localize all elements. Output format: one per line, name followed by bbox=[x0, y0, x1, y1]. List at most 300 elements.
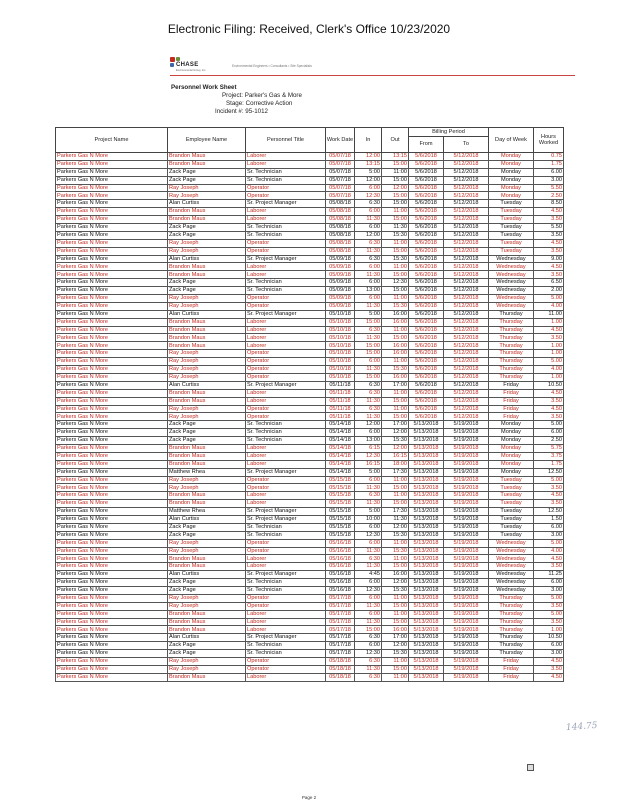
cell-hours: 6.00 bbox=[534, 523, 564, 531]
cell-to: 5/12/2018 bbox=[444, 295, 489, 303]
cell-project: Parkers Gas N More bbox=[56, 153, 168, 161]
cell-project: Parkers Gas N More bbox=[56, 665, 168, 673]
cell-day: Tuesday bbox=[489, 200, 534, 208]
cell-work-date: 05/07/18 bbox=[326, 160, 355, 168]
cell-from: 5/6/2018 bbox=[409, 334, 444, 342]
cell-out: 11:00 bbox=[382, 658, 409, 666]
cell-title: Operator bbox=[246, 295, 326, 303]
cell-day: Thursday bbox=[489, 358, 534, 366]
cell-hours: 11.00 bbox=[534, 310, 564, 318]
sheet-title: Personnel Work Sheet bbox=[171, 84, 237, 91]
cell-in: 12:00 bbox=[355, 176, 382, 184]
cell-from: 5/6/2018 bbox=[409, 160, 444, 168]
cell-to: 5/12/2018 bbox=[444, 389, 489, 397]
table-row bbox=[56, 515, 564, 523]
cell-to: 5/12/2018 bbox=[444, 302, 489, 310]
cell-in: 11:30 bbox=[355, 366, 382, 374]
cell-title: Laborer bbox=[246, 208, 326, 216]
cell-day: Tuesday bbox=[489, 247, 534, 255]
cell-in: 5:00 bbox=[355, 168, 382, 176]
cell-day: Monday bbox=[489, 421, 534, 429]
cell-employee: Ray Joseph bbox=[168, 405, 246, 413]
cell-project: Parkers Gas N More bbox=[56, 358, 168, 366]
cell-in: 11:30 bbox=[355, 665, 382, 673]
table-row bbox=[56, 224, 564, 232]
cell-out: 15:30 bbox=[382, 547, 409, 555]
cell-work-date: 05/18/18 bbox=[326, 665, 355, 673]
cell-hours: 0.75 bbox=[534, 153, 564, 161]
cell-work-date: 05/09/18 bbox=[326, 302, 355, 310]
cell-day: Tuesday bbox=[489, 484, 534, 492]
cell-day: Thursday bbox=[489, 326, 534, 334]
cell-employee: Zack Page bbox=[168, 279, 246, 287]
cell-hours: 1.00 bbox=[534, 342, 564, 350]
cell-title: Laborer bbox=[246, 492, 326, 500]
cell-work-date: 05/08/18 bbox=[326, 231, 355, 239]
cell-day: Thursday bbox=[489, 310, 534, 318]
cell-in: 11:30 bbox=[355, 271, 382, 279]
cell-employee: Alan Curtiss bbox=[168, 515, 246, 523]
cell-employee: Zack Page bbox=[168, 437, 246, 445]
cell-work-date: 05/10/18 bbox=[326, 318, 355, 326]
cell-employee: Ray Joseph bbox=[168, 665, 246, 673]
cell-title: Sr. Project Manager bbox=[246, 634, 326, 642]
cell-in: 11:30 bbox=[355, 563, 382, 571]
table-row bbox=[56, 626, 564, 634]
cell-work-date: 05/10/18 bbox=[326, 366, 355, 374]
cell-out: 15:00 bbox=[382, 200, 409, 208]
cell-out: 16:00 bbox=[382, 571, 409, 579]
cell-out: 12:30 bbox=[382, 279, 409, 287]
cell-from: 5/13/2018 bbox=[409, 539, 444, 547]
cell-work-date: 05/16/18 bbox=[326, 563, 355, 571]
table-row bbox=[56, 334, 564, 342]
cell-day: Tuesday bbox=[489, 239, 534, 247]
cell-out: 18:00 bbox=[382, 460, 409, 468]
cell-day: Friday bbox=[489, 389, 534, 397]
cell-title: Laborer bbox=[246, 263, 326, 271]
cell-title: Laborer bbox=[246, 389, 326, 397]
cell-hours: 5.00 bbox=[534, 421, 564, 429]
cell-project: Parkers Gas N More bbox=[56, 302, 168, 310]
cell-employee: Ray Joseph bbox=[168, 358, 246, 366]
cell-day: Monday bbox=[489, 168, 534, 176]
cell-hours: 1.50 bbox=[534, 515, 564, 523]
cell-out: 11:00 bbox=[382, 358, 409, 366]
cell-to: 5/19/2018 bbox=[444, 594, 489, 602]
cell-work-date: 05/17/18 bbox=[326, 618, 355, 626]
cell-project: Parkers Gas N More bbox=[56, 571, 168, 579]
cell-employee: Brandon Maus bbox=[168, 610, 246, 618]
cell-from: 5/6/2018 bbox=[409, 247, 444, 255]
cell-from: 5/6/2018 bbox=[409, 389, 444, 397]
cell-project: Parkers Gas N More bbox=[56, 208, 168, 216]
cell-employee: Ray Joseph bbox=[168, 602, 246, 610]
cell-project: Parkers Gas N More bbox=[56, 586, 168, 594]
table-row bbox=[56, 547, 564, 555]
cell-work-date: 05/08/18 bbox=[326, 200, 355, 208]
cell-project: Parkers Gas N More bbox=[56, 460, 168, 468]
col-header-hours: Hours Worked bbox=[534, 128, 564, 153]
cell-to: 5/19/2018 bbox=[444, 484, 489, 492]
cell-work-date: 05/08/18 bbox=[326, 239, 355, 247]
cell-hours: 4.50 bbox=[534, 208, 564, 216]
table-row bbox=[56, 247, 564, 255]
cell-work-date: 05/16/18 bbox=[326, 579, 355, 587]
cell-hours: 3.00 bbox=[534, 586, 564, 594]
cell-project: Parkers Gas N More bbox=[56, 168, 168, 176]
cell-out: 15:00 bbox=[382, 160, 409, 168]
cell-day: Tuesday bbox=[489, 208, 534, 216]
cell-to: 5/12/2018 bbox=[444, 381, 489, 389]
cell-in: 11:30 bbox=[355, 302, 382, 310]
table-row bbox=[56, 500, 564, 508]
table-body bbox=[56, 153, 564, 682]
cell-employee: Brandon Maus bbox=[168, 492, 246, 500]
cell-out: 15:00 bbox=[382, 247, 409, 255]
cell-work-date: 05/16/18 bbox=[326, 539, 355, 547]
cell-project: Parkers Gas N More bbox=[56, 618, 168, 626]
cell-project: Parkers Gas N More bbox=[56, 523, 168, 531]
cell-in: 6:30 bbox=[355, 492, 382, 500]
cell-in: 12:00 bbox=[355, 231, 382, 239]
cell-hours: 6.00 bbox=[534, 168, 564, 176]
col-header-work-date: Work Date bbox=[326, 128, 355, 153]
cell-title: Laborer bbox=[246, 397, 326, 405]
cell-from: 5/13/2018 bbox=[409, 444, 444, 452]
cell-from: 5/6/2018 bbox=[409, 326, 444, 334]
cell-work-date: 05/09/18 bbox=[326, 255, 355, 263]
cell-hours: 6.00 bbox=[534, 429, 564, 437]
cell-out: 12:00 bbox=[382, 429, 409, 437]
cell-in: 6:00 bbox=[355, 594, 382, 602]
cell-title: Operator bbox=[246, 358, 326, 366]
cell-to: 5/12/2018 bbox=[444, 373, 489, 381]
cell-day: Monday bbox=[489, 176, 534, 184]
cell-day: Thursday bbox=[489, 626, 534, 634]
cell-to: 5/19/2018 bbox=[444, 476, 489, 484]
cell-from: 5/13/2018 bbox=[409, 642, 444, 650]
cell-to: 5/19/2018 bbox=[444, 555, 489, 563]
cell-in: 6:30 bbox=[355, 389, 382, 397]
cell-day: Wednesday bbox=[489, 255, 534, 263]
cell-hours: 2.50 bbox=[534, 437, 564, 445]
cell-day: Wednesday bbox=[489, 586, 534, 594]
cell-hours: 4.50 bbox=[534, 263, 564, 271]
logo-name: CHASE bbox=[176, 62, 199, 68]
cell-work-date: 05/07/18 bbox=[326, 184, 355, 192]
cell-work-date: 05/17/18 bbox=[326, 610, 355, 618]
cell-title: Operator bbox=[246, 658, 326, 666]
table-row bbox=[56, 231, 564, 239]
cell-from: 5/6/2018 bbox=[409, 318, 444, 326]
cell-day: Monday bbox=[489, 160, 534, 168]
cell-hours: 9.00 bbox=[534, 255, 564, 263]
cell-project: Parkers Gas N More bbox=[56, 673, 168, 681]
cell-hours: 3.00 bbox=[534, 176, 564, 184]
cell-day: Tuesday bbox=[489, 515, 534, 523]
cell-employee: Alan Curtiss bbox=[168, 634, 246, 642]
cell-work-date: 05/14/18 bbox=[326, 437, 355, 445]
cell-hours: 6.50 bbox=[534, 279, 564, 287]
cell-day: Thursday bbox=[489, 594, 534, 602]
cell-employee: Brandon Maus bbox=[168, 673, 246, 681]
cell-work-date: 05/08/18 bbox=[326, 208, 355, 216]
cell-from: 5/13/2018 bbox=[409, 460, 444, 468]
cell-employee: Ray Joseph bbox=[168, 247, 246, 255]
cell-title: Sr. Project Manager bbox=[246, 255, 326, 263]
cell-day: Tuesday bbox=[489, 531, 534, 539]
cell-out: 11:30 bbox=[382, 515, 409, 523]
table-row bbox=[56, 405, 564, 413]
cell-title: Laborer bbox=[246, 673, 326, 681]
cell-title: Operator bbox=[246, 302, 326, 310]
cell-work-date: 05/09/18 bbox=[326, 279, 355, 287]
cell-title: Operator bbox=[246, 476, 326, 484]
table-row bbox=[56, 594, 564, 602]
cell-day: Wednesday bbox=[489, 563, 534, 571]
cell-work-date: 05/10/18 bbox=[326, 350, 355, 358]
cell-out: 12:00 bbox=[382, 184, 409, 192]
table-row bbox=[56, 160, 564, 168]
cell-title: Sr. Technician bbox=[246, 421, 326, 429]
col-header-from: From bbox=[409, 137, 444, 153]
cell-out: 15:30 bbox=[382, 437, 409, 445]
cell-project: Parkers Gas N More bbox=[56, 231, 168, 239]
cell-title: Laborer bbox=[246, 216, 326, 224]
cell-title: Laborer bbox=[246, 500, 326, 508]
cell-employee: Ray Joseph bbox=[168, 184, 246, 192]
cell-title: Sr. Project Manager bbox=[246, 571, 326, 579]
cell-day: Wednesday bbox=[489, 279, 534, 287]
cell-title: Sr. Technician bbox=[246, 168, 326, 176]
cell-out: 15:00 bbox=[382, 397, 409, 405]
cell-employee: Brandon Maus bbox=[168, 153, 246, 161]
cell-to: 5/19/2018 bbox=[444, 452, 489, 460]
cell-from: 5/6/2018 bbox=[409, 279, 444, 287]
cell-hours: 12.50 bbox=[534, 468, 564, 476]
table-row bbox=[56, 287, 564, 295]
table-row bbox=[56, 508, 564, 516]
cell-work-date: 05/09/18 bbox=[326, 263, 355, 271]
cell-to: 5/12/2018 bbox=[444, 358, 489, 366]
cell-to: 5/12/2018 bbox=[444, 184, 489, 192]
cell-project: Parkers Gas N More bbox=[56, 224, 168, 232]
table-row bbox=[56, 429, 564, 437]
cell-project: Parkers Gas N More bbox=[56, 373, 168, 381]
cell-project: Parkers Gas N More bbox=[56, 547, 168, 555]
cell-from: 5/13/2018 bbox=[409, 610, 444, 618]
cell-out: 15:00 bbox=[382, 602, 409, 610]
cell-to: 5/12/2018 bbox=[444, 279, 489, 287]
cell-title: Sr. Technician bbox=[246, 579, 326, 587]
cell-project: Parkers Gas N More bbox=[56, 563, 168, 571]
cell-employee: Brandon Maus bbox=[168, 334, 246, 342]
cell-day: Thursday bbox=[489, 373, 534, 381]
cell-out: 12:00 bbox=[382, 642, 409, 650]
cell-day: Wednesday bbox=[489, 555, 534, 563]
cell-title: Laborer bbox=[246, 342, 326, 350]
cell-from: 5/6/2018 bbox=[409, 184, 444, 192]
cell-hours: 4.50 bbox=[534, 405, 564, 413]
cell-work-date: 05/11/18 bbox=[326, 405, 355, 413]
cell-from: 5/6/2018 bbox=[409, 397, 444, 405]
cell-to: 5/19/2018 bbox=[444, 547, 489, 555]
cell-in: 10:00 bbox=[355, 515, 382, 523]
table-row bbox=[56, 413, 564, 421]
table-row bbox=[56, 484, 564, 492]
cell-hours: 3.50 bbox=[534, 231, 564, 239]
col-header-day: Day of Week bbox=[489, 128, 534, 153]
cell-title: Laborer bbox=[246, 444, 326, 452]
cell-project: Parkers Gas N More bbox=[56, 287, 168, 295]
cell-employee: Zack Page bbox=[168, 429, 246, 437]
cell-work-date: 05/15/18 bbox=[326, 476, 355, 484]
table-row bbox=[56, 523, 564, 531]
cell-work-date: 05/17/18 bbox=[326, 642, 355, 650]
cell-project: Parkers Gas N More bbox=[56, 626, 168, 634]
cell-in: 15:00 bbox=[355, 318, 382, 326]
cell-title: Operator bbox=[246, 594, 326, 602]
cell-employee: Zack Page bbox=[168, 531, 246, 539]
cell-employee: Ray Joseph bbox=[168, 373, 246, 381]
cell-in: 6:30 bbox=[355, 405, 382, 413]
cell-in: 11:30 bbox=[355, 602, 382, 610]
cell-day: Monday bbox=[489, 429, 534, 437]
cell-out: 11:00 bbox=[382, 208, 409, 216]
cell-from: 5/6/2018 bbox=[409, 200, 444, 208]
cell-from: 5/13/2018 bbox=[409, 500, 444, 508]
cell-work-date: 05/17/18 bbox=[326, 634, 355, 642]
cell-in: 6:00 bbox=[355, 184, 382, 192]
table-row bbox=[56, 665, 564, 673]
cell-out: 11:00 bbox=[382, 673, 409, 681]
cell-out: 12:00 bbox=[382, 444, 409, 452]
cell-out: 11:00 bbox=[382, 389, 409, 397]
cell-out: 16:00 bbox=[382, 626, 409, 634]
cell-in: 11:30 bbox=[355, 500, 382, 508]
cell-hours: 5.00 bbox=[534, 476, 564, 484]
cell-hours: 6.00 bbox=[534, 642, 564, 650]
col-header-to: To bbox=[444, 137, 489, 153]
table-row bbox=[56, 263, 564, 271]
cell-day: Tuesday bbox=[489, 500, 534, 508]
cell-from: 5/6/2018 bbox=[409, 350, 444, 358]
cell-to: 5/12/2018 bbox=[444, 397, 489, 405]
cell-in: 6:00 bbox=[355, 429, 382, 437]
cell-title: Laborer bbox=[246, 326, 326, 334]
cell-title: Laborer bbox=[246, 318, 326, 326]
cell-project: Parkers Gas N More bbox=[56, 381, 168, 389]
cell-to: 5/19/2018 bbox=[444, 586, 489, 594]
cell-from: 5/6/2018 bbox=[409, 342, 444, 350]
cell-day: Friday bbox=[489, 658, 534, 666]
cell-in: 11:30 bbox=[355, 247, 382, 255]
cell-work-date: 05/17/18 bbox=[326, 650, 355, 658]
cell-employee: Brandon Maus bbox=[168, 452, 246, 460]
cell-project: Parkers Gas N More bbox=[56, 634, 168, 642]
cell-employee: Brandon Maus bbox=[168, 444, 246, 452]
cell-out: 11:00 bbox=[382, 168, 409, 176]
cell-day: Friday bbox=[489, 665, 534, 673]
cell-day: Friday bbox=[489, 413, 534, 421]
cell-out: 11:00 bbox=[382, 594, 409, 602]
cell-to: 5/19/2018 bbox=[444, 610, 489, 618]
cell-in: 15:00 bbox=[355, 350, 382, 358]
cell-project: Parkers Gas N More bbox=[56, 555, 168, 563]
sheet-stage: Stage: Corrective Action bbox=[226, 100, 293, 107]
cell-title: Sr. Project Manager bbox=[246, 468, 326, 476]
cell-hours: 3.00 bbox=[534, 650, 564, 658]
cell-to: 5/19/2018 bbox=[444, 468, 489, 476]
cell-work-date: 05/10/18 bbox=[326, 334, 355, 342]
cell-title: Sr. Project Manager bbox=[246, 508, 326, 516]
cell-in: 6:30 bbox=[355, 239, 382, 247]
table-row bbox=[56, 602, 564, 610]
cell-hours: 5.00 bbox=[534, 594, 564, 602]
cell-out: 15:00 bbox=[382, 334, 409, 342]
cell-out: 15:00 bbox=[382, 500, 409, 508]
cell-from: 5/6/2018 bbox=[409, 381, 444, 389]
cell-from: 5/6/2018 bbox=[409, 373, 444, 381]
cell-title: Operator bbox=[246, 539, 326, 547]
table-header-row-top bbox=[56, 128, 564, 137]
cell-title: Laborer bbox=[246, 160, 326, 168]
cell-to: 5/12/2018 bbox=[444, 310, 489, 318]
cell-to: 5/12/2018 bbox=[444, 318, 489, 326]
cell-work-date: 05/15/18 bbox=[326, 492, 355, 500]
cell-in: 4:45 bbox=[355, 571, 382, 579]
cell-project: Parkers Gas N More bbox=[56, 279, 168, 287]
cell-title: Sr. Technician bbox=[246, 429, 326, 437]
cell-project: Parkers Gas N More bbox=[56, 160, 168, 168]
cell-employee: Brandon Maus bbox=[168, 271, 246, 279]
cell-in: 6:00 bbox=[355, 208, 382, 216]
cell-work-date: 05/14/18 bbox=[326, 452, 355, 460]
cell-out: 16:00 bbox=[382, 373, 409, 381]
cell-hours: 4.50 bbox=[534, 673, 564, 681]
cell-work-date: 05/09/18 bbox=[326, 295, 355, 303]
cell-employee: Zack Page bbox=[168, 224, 246, 232]
cell-employee: Brandon Maus bbox=[168, 626, 246, 634]
cell-project: Parkers Gas N More bbox=[56, 421, 168, 429]
cell-project: Parkers Gas N More bbox=[56, 318, 168, 326]
cell-day: Monday bbox=[489, 437, 534, 445]
cell-out: 15:00 bbox=[382, 665, 409, 673]
cell-hours: 10.50 bbox=[534, 381, 564, 389]
table-row bbox=[56, 184, 564, 192]
cell-to: 5/19/2018 bbox=[444, 515, 489, 523]
table-row bbox=[56, 153, 564, 161]
table-row bbox=[56, 571, 564, 579]
table-row bbox=[56, 358, 564, 366]
cell-employee: Brandon Maus bbox=[168, 326, 246, 334]
cell-out: 11:00 bbox=[382, 239, 409, 247]
cell-employee: Brandon Maus bbox=[168, 216, 246, 224]
cell-hours: 4.50 bbox=[534, 492, 564, 500]
cell-hours: 2.50 bbox=[534, 192, 564, 200]
cell-in: 12:30 bbox=[355, 531, 382, 539]
table-row bbox=[56, 468, 564, 476]
cell-to: 5/12/2018 bbox=[444, 413, 489, 421]
company-logo bbox=[170, 57, 220, 77]
cell-day: Friday bbox=[489, 405, 534, 413]
cell-day: Thursday bbox=[489, 318, 534, 326]
cell-in: 11:30 bbox=[355, 413, 382, 421]
cell-day: Tuesday bbox=[489, 492, 534, 500]
cell-to: 5/12/2018 bbox=[444, 271, 489, 279]
cell-work-date: 05/09/18 bbox=[326, 271, 355, 279]
